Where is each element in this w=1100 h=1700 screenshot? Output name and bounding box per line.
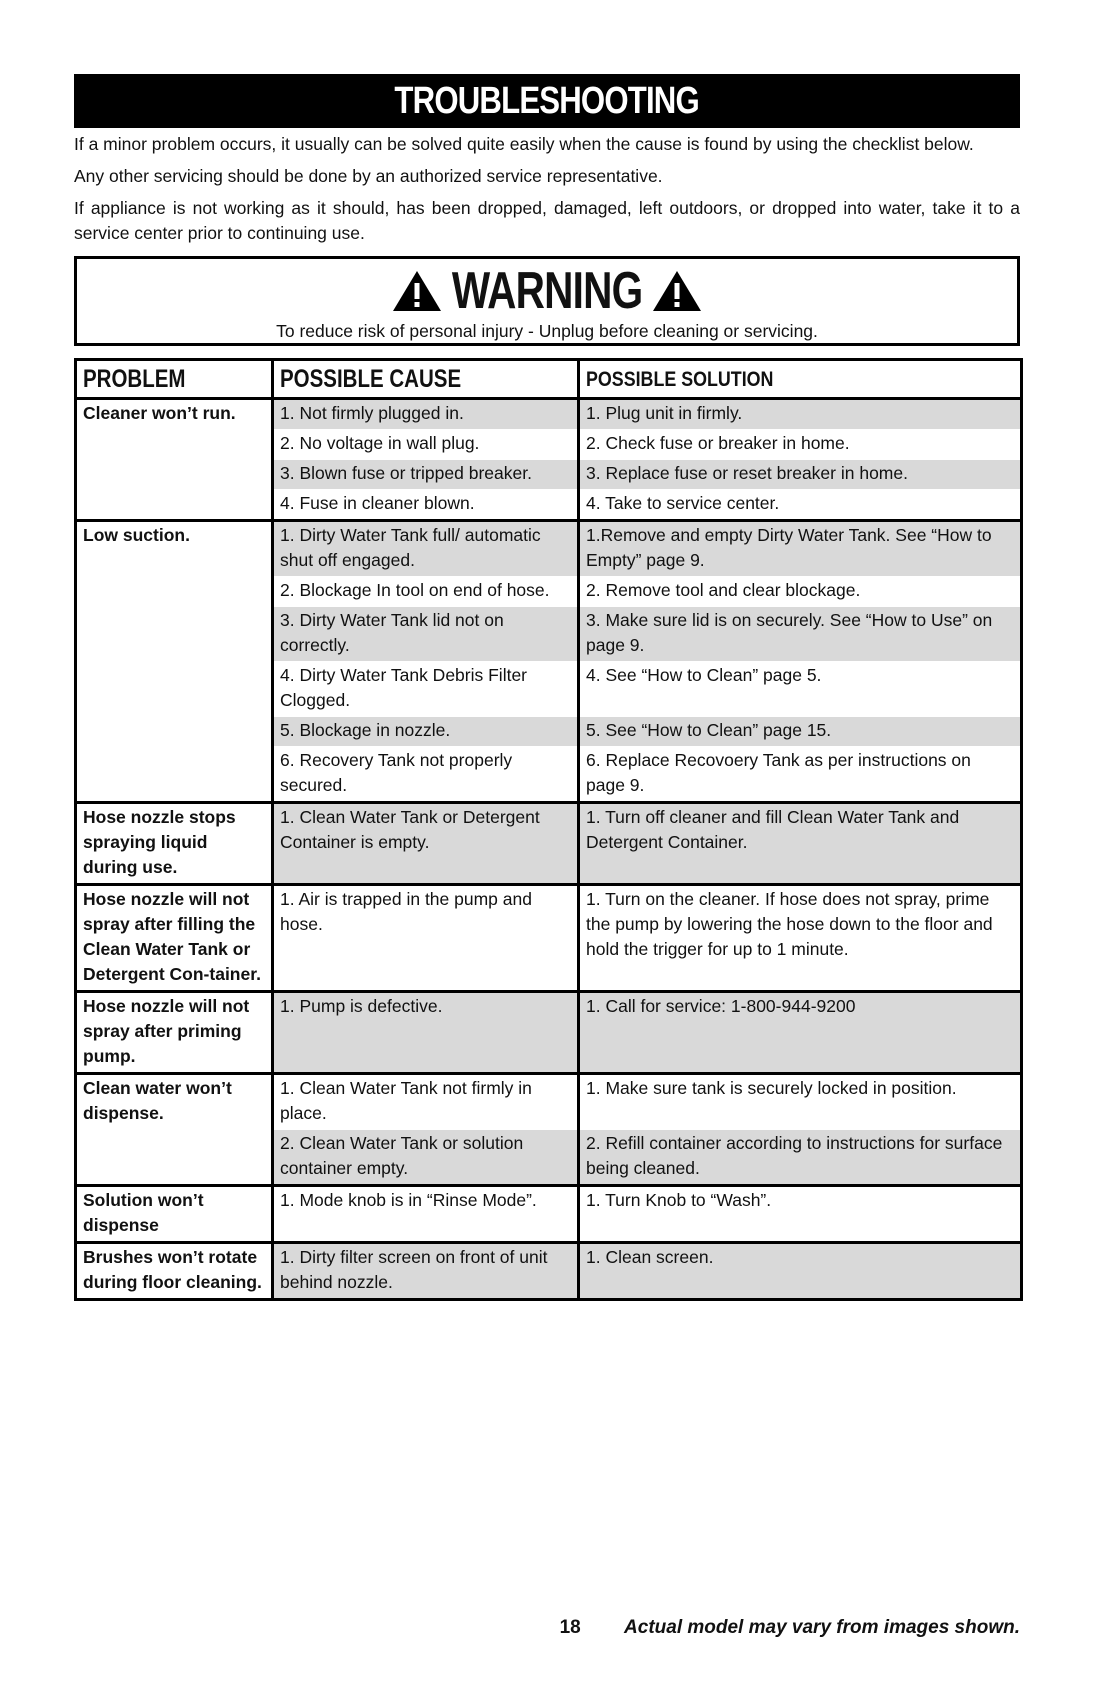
page-title: TROUBLESHOOTING [394, 79, 700, 122]
warning-text: To reduce risk of personal injury - Unplug before cleaning or servicing. [276, 321, 818, 341]
cause-cell: 6. Recovery Tank not properly secured. [273, 747, 579, 803]
solution-cell: 2. Check fuse or breaker in home. [579, 430, 1022, 460]
solution-cell: 2. Refill container according to instructions for surface being cleaned. [579, 1130, 1022, 1186]
table-row [76, 1243, 1022, 1300]
problem-cell: Low suction. [76, 521, 273, 803]
table-row [76, 885, 1022, 992]
problem-cell: Cleaner won’t run. [76, 399, 273, 521]
cause-cell: 4. Fuse in cleaner blown. [273, 490, 579, 521]
solution-cell: 4. See “How to Clean” page 5. [579, 662, 1022, 717]
intro-paragraph: Any other servicing should be done by an authorized service representative. [74, 166, 663, 186]
problem-cell: Hose nozzle will not spray after priming pump. [76, 992, 273, 1074]
cause-cell: 3. Dirty Water Tank lid not on correctly. [273, 607, 579, 662]
troubleshooting-page [74, 74, 1020, 1301]
solution-cell: 3. Replace fuse or reset breaker in home. [579, 460, 1022, 490]
problem-cell: Solution won’t dispense [76, 1186, 273, 1243]
problem-cell: Brushes won’t rotate during floor cleaning. [76, 1243, 273, 1300]
cause-cell: 1. Clean Water Tank or Detergent Container is empty. [273, 803, 579, 885]
solution-cell: 6. Replace Recovoery Tank as per instructions on page 9. [579, 747, 1022, 803]
warning-title: WARNING [451, 262, 643, 320]
problem-cell: Hose nozzle stops spraying liquid during use. [76, 803, 273, 885]
intro-text [74, 132, 1020, 246]
column-header-solution: POSSIBLE SOLUTION [579, 360, 1022, 399]
cause-cell: 4. Dirty Water Tank Debris Filter Clogged. [273, 662, 579, 717]
page-number: 18 [559, 1617, 581, 1638]
solution-cell: 1. Clean screen. [579, 1243, 1022, 1300]
table-row [76, 399, 1022, 430]
solution-cell: 1. Plug unit in firmly. [579, 399, 1022, 430]
cause-cell: 1. Air is trapped in the pump and hose. [273, 885, 579, 992]
warning-triangle-icon [651, 269, 703, 313]
solution-cell: 3. Make sure lid is on securely. See “How to Use” on page 9. [579, 607, 1022, 662]
problem-cell: Clean water won’t dispense. [76, 1074, 273, 1186]
solution-cell: 2. Remove tool and clear blockage. [579, 577, 1022, 607]
column-header-cause: POSSIBLE CAUSE [273, 360, 579, 399]
footer-note: Actual model may vary from images shown. [624, 1617, 1020, 1638]
cause-cell: 1. Dirty filter screen on front of unit behind nozzle. [273, 1243, 579, 1300]
warning-heading [391, 262, 703, 320]
warning-triangle-icon [391, 269, 443, 313]
table-header-row [76, 360, 1022, 399]
table-row [76, 803, 1022, 885]
table-row [76, 1074, 1022, 1130]
solution-cell: 1. Call for service: 1-800-944-9200 [579, 992, 1022, 1074]
intro-paragraph: If appliance is not working as it should, has been dropped, damaged, left outdoors, or dropped into water, take it to a service center prior to continuing use. [74, 198, 1020, 243]
cause-cell: 1. Clean Water Tank not firmly in place. [273, 1074, 579, 1130]
troubleshooting-table [74, 358, 1023, 1301]
cause-cell: 3. Blown fuse or tripped breaker. [273, 460, 579, 490]
cause-cell: 1. Not firmly plugged in. [273, 399, 579, 430]
cause-cell: 1. Mode knob is in “Rinse Mode”. [273, 1186, 579, 1243]
cause-cell: 1. Pump is defective. [273, 992, 579, 1074]
table-body [76, 399, 1022, 1300]
problem-cell: Hose nozzle will not spray after filling the Clean Water Tank or Detergent Con-tainer. [76, 885, 273, 992]
solution-cell: 1. Make sure tank is securely locked in position. [579, 1074, 1022, 1130]
table-row [76, 992, 1022, 1074]
intro-paragraph: If a minor problem occurs, it usually can be solved quite easily when the cause is found by using the checklist below. [74, 134, 974, 154]
cause-cell: 1. Dirty Water Tank full/ automatic shut off engaged. [273, 521, 579, 577]
cause-cell: 2. No voltage in wall plug. [273, 430, 579, 460]
table-row [76, 521, 1022, 577]
solution-cell: 1.Remove and empty Dirty Water Tank. See “How to Empty” page 9. [579, 521, 1022, 577]
solution-cell: 5. See “How to Clean” page 15. [579, 717, 1022, 747]
page-title-bar [74, 74, 1020, 128]
solution-cell: 1. Turn Knob to “Wash”. [579, 1186, 1022, 1243]
cause-cell: 2. Blockage In tool on end of hose. [273, 577, 579, 607]
warning-box [74, 256, 1020, 346]
page-footer [0, 1617, 1020, 1639]
cause-cell: 2. Clean Water Tank or solution container empty. [273, 1130, 579, 1186]
column-header-problem: PROBLEM [76, 360, 273, 399]
table-row [76, 1186, 1022, 1243]
solution-cell: 1. Turn off cleaner and fill Clean Water Tank and Detergent Container. [579, 803, 1022, 885]
solution-cell: 1. Turn on the cleaner. If hose does not spray, prime the pump by lowering the hose down to the floor and hold the trigger for up to 1 minute. [579, 885, 1022, 992]
solution-cell: 4. Take to service center. [579, 490, 1022, 521]
cause-cell: 5. Blockage in nozzle. [273, 717, 579, 747]
